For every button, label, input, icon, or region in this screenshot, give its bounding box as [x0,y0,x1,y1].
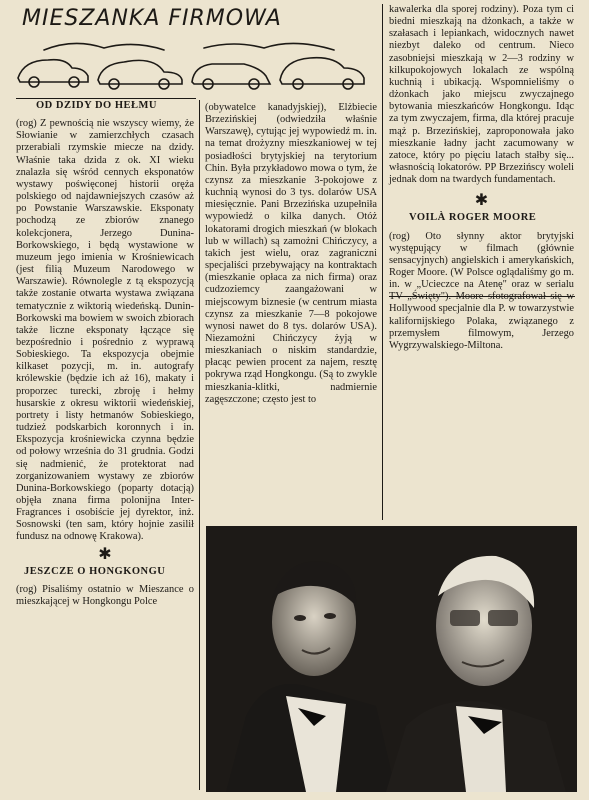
article-body: (rog) Oto słynny aktor brytyjski występujący w filmach (głównie sensacyjnych) angielskich i amerykańskich, Roger Moore. (W Polsce oglądaliśmy go m. in. w „Ucieczce na Atenę" oraz w serialu TV „Święty"). Moore sfotografował się w Hollywood specjalnie dla P. w towarzystwie kalifornijskiego Polaka, związanego z przemysłem filmowym, Jerzego Wygrzywalskiego-Miltona. [389,230,574,351]
masthead-title: MIESZANKA FIRMOWA [22,6,282,31]
column-1 [16,100,194,608]
column-2 [205,102,377,406]
article-body: (obywatelce kanadyjskiej), Elżbiecie Brzezińskiej (odwiedziła właśnie Warszawę), cytując jej wypowiedź m. in. na temat drożyzny mieszkaniowej w tej posiadłości brytyjskiej na terytorium Chin. Była przykładowo mowa o tym, że czynsz za mieszkanie 3-pokojowe z kuchnią wynosi do 3 tys. dolarów USA miesięcznie. Pani Brzezińska uzupełniła wypowiedź o kilka danych. Otóż lokatorami drogich mieszkań (w blokach lub w willach) są zamożni Chińczycy, a takich jest wielu, oraz zagraniczni specjaliści przebywający na kontraktach (mieszkanie opłaca za nich firma) oraz cudzoziemcy zaangażowani w miejscowym biznesie (w centrum miasta czynsz za mieszkanie 7—8 pokojowe wynosi nawet do 8 tys. dolarów USA). Niezamożni Chińczycy żyją w mieszkaniach o niskim standardzie, płacąc pewien procent za najem, resztę pokrywa rząd Hongkongu. (Są to zwykle mieszkania-klitki, nadmiernie zagęszczone; często jest to [205,102,377,405]
article-heading: VOILÀ ROGER MOORE [409,212,537,224]
photo-roger-moore [206,526,577,792]
masthead [14,4,374,98]
column-3 [389,4,574,352]
section-rule [16,98,196,99]
column-rule-2 [382,4,383,520]
cars-illustration [14,38,374,94]
article-body: kawalerka dla sporej rodziny). Poza tym ci biedni mieszkają na dżonkach, a także w szałasach i lepiankach, widocznych nawet niezbyt daleko od centrum. Nieco zasobniejsi mieszkają w 2—3 rodziny w kilkupokojowych lokalach ze wspólną kuchnią i ubikacją. Wspomnieliśmy o dżonkach jako miejscu zwyczajnego bytowania mieszkańców Hongkongu. Idąc za tym zwyczajem, firma, dla której pracuje mąż p. Brzezińskiej, zaproponowała jako mieszkanie ładny jacht zacumowany w zatoce, który po pięciu latach stałby się... własnością lokatorów. PP Brzezińscy woleli jednak dom na twardych fundamentach. [389,4,574,186]
article-heading: JESZCZE O HONGKONGU [24,565,166,577]
article-body: (rog) Pisaliśmy ostatnio w Mieszance o mieszkającej w Hongkongu Polce [16,583,194,607]
star-ornament: ✱ [98,545,112,563]
column-rule-1 [199,100,200,790]
star-ornament: ✱ [474,192,489,210]
article-heading: OD DZIDY DO HEŁMU [36,100,157,111]
article-body: (rog) Z pewnością nie wszyscy wiemy, że Słowianie w zamierzchłych czasach przerabiali rzymskie miecze na dzidy. Właśnie taka dzida z ok. XI wieku znalazła się wśród cennych eksponatów wystawy poświęconej historii oręża polskiego od najdawniejszych czasów aż po Powstanie Warszawskie. Eksponaty pochodzą ze zbiorów znanego kolekcjonera, Jerzego Dunina-Borkowskiego, i będą wystawione w muzeum jego imienia w Krośniewicach (jest filią Muzeum Narodowego w Warszawie). Równolegle z tą ekspozycją także zostanie otwarta wystawa związana tematycznie z wiktorią wiedeńską. Dunin-Borkowski ma bowiem w swoich zbiorach także liczne eksponaty łączące się bezpośrednio i pośrednio z wyprawą Sobieskiego. Ta ekspozycja obejmie kilkaset pozycji, m. in. autografy królewskie (będzie ich aż 16), makaty i proporzec turecki, zbroję i hełmy husarskie z okresu wiktorii wiedeńskiej, portrety i listy hetmanów Sobieskiego, tudzież podskarbich koronnych i in. Ekspozycja krośniewicka czynna będzie od połowy września do 31 grudnia. Godzi się nadmienić, że protektorat nad zorganizowaniem wystawy ze zbiorów Dunina-Borkowskiego (poparty dotacją) objęła znana firma polonijna Inter-Fragrances i osobiście jej dyrektor, inż. Sosnowski (ten sam, który hojnie zasilił fundusz na odnowę Krakowa). [16,118,194,543]
photo-illustration [206,526,577,792]
